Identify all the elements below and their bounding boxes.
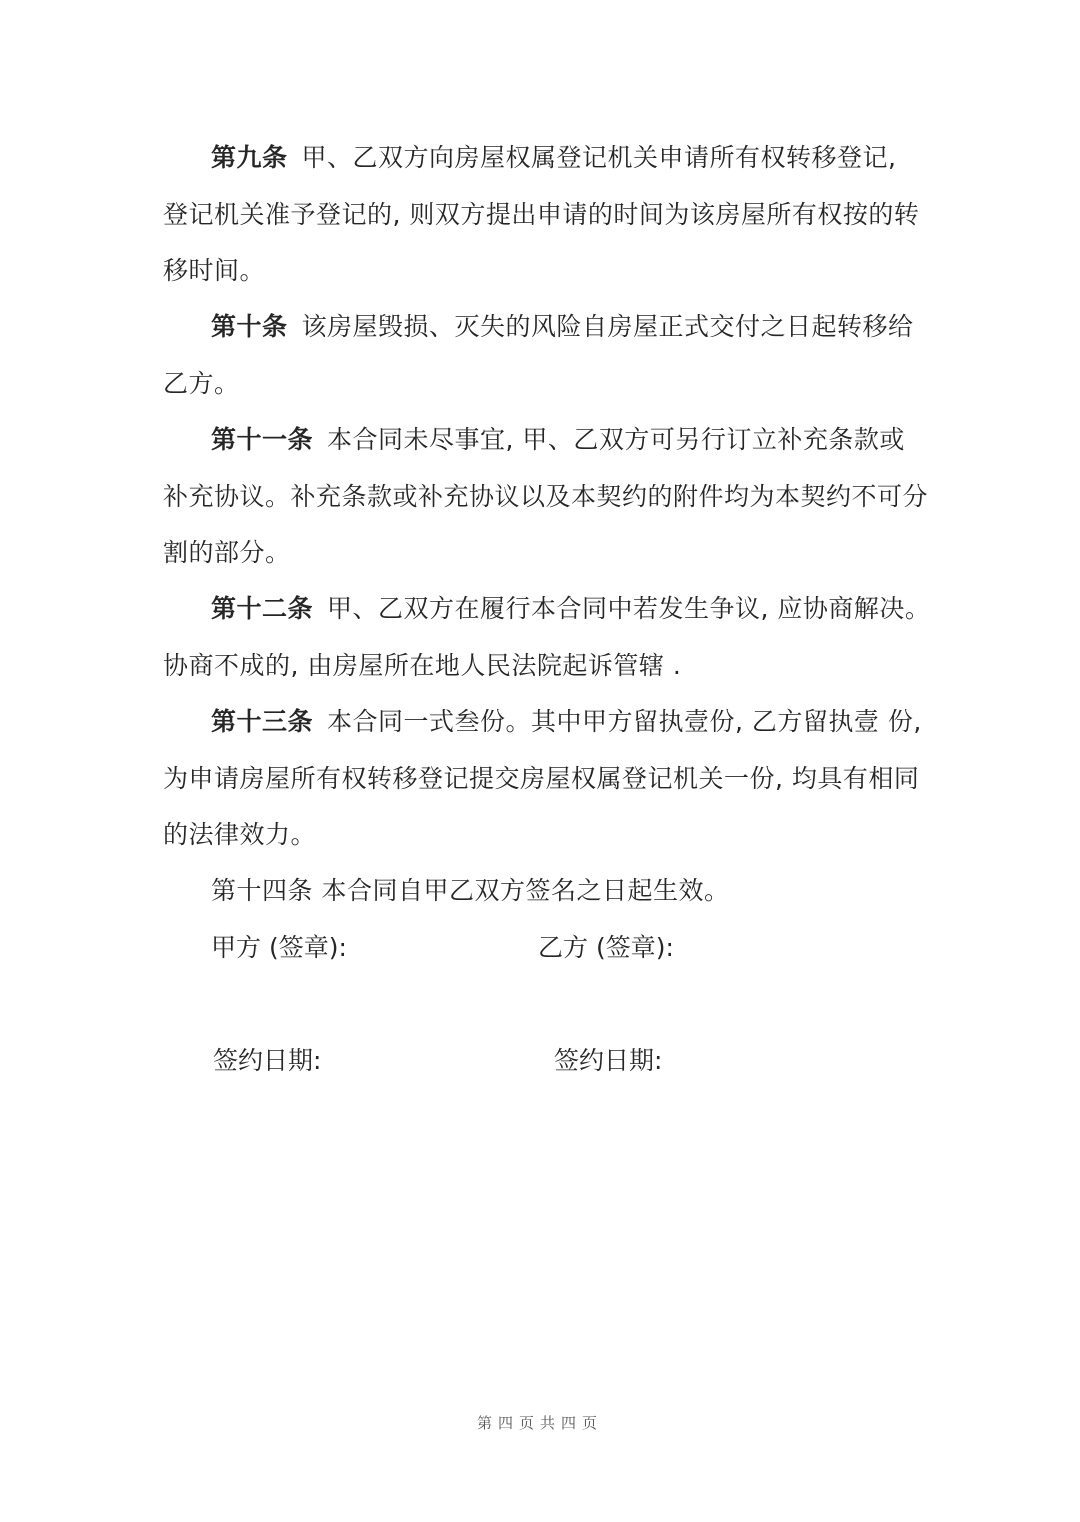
article-12-title: 第十二条 (211, 594, 314, 623)
article-12-line-2: 协商不成的, 由房屋所在地人民法院起诉管辖 . (163, 651, 682, 680)
article-14-line-1: 第十四条 本合同自甲乙双方签名之日起生效。 (211, 876, 730, 905)
article-11-text-1: 本合同未尽事宜, 甲、乙双方可另行订立补充条款或 (327, 425, 905, 454)
page-number-footer: 第四页共四页 (476, 1414, 603, 1432)
article-10-line-1 (211, 310, 914, 344)
article-10-line-2: 乙方。 (163, 369, 240, 398)
article-12-line-1 (211, 592, 930, 626)
article-13-line-1 (211, 705, 922, 739)
article-9-line-3: 移时间。 (163, 256, 266, 285)
article-11-title: 第十一条 (211, 425, 314, 454)
article-9-line-1 (211, 141, 896, 175)
article-9-title: 第九条 (211, 143, 288, 172)
party-b-signature-label: 乙方 (签章): (538, 933, 674, 962)
party-b-date-label: 签约日期: (554, 1046, 663, 1075)
party-a-date-label: 签约日期: (213, 1046, 322, 1075)
article-9-text-1: 甲、乙双方向房屋权属登记机关申请所有权转移登记, (301, 143, 897, 172)
article-10-title: 第十条 (211, 312, 288, 341)
article-11-line-3: 割的部分。 (163, 538, 291, 567)
article-9-line-2: 登记机关准予登记的, 则双方提出申请的时间为该房屋所有权按的转 (163, 200, 920, 229)
party-a-signature-label: 甲方 (签章): (211, 933, 347, 962)
article-11-line-2: 补充协议。补充条款或补充协议以及本契约的附件均为本契约不可分 (163, 482, 929, 511)
article-13-text-1: 本合同一式叁份。其中甲方留执壹份, 乙方留执壹 份, (327, 707, 922, 736)
article-13-line-3: 的法律效力。 (163, 820, 317, 849)
article-10-text-1: 该房屋毁损、灭失的风险自房屋正式交付之日起转移给 (301, 312, 914, 341)
article-13-title: 第十三条 (211, 707, 314, 736)
article-11-line-1 (211, 423, 905, 457)
article-13-line-2: 为申请房屋所有权转移登记提交房屋权属登记机关一份, 均具有相同 (163, 764, 920, 793)
article-12-text-1: 甲、乙双方在履行本合同中若发生争议, 应协商解决。 (327, 594, 931, 623)
